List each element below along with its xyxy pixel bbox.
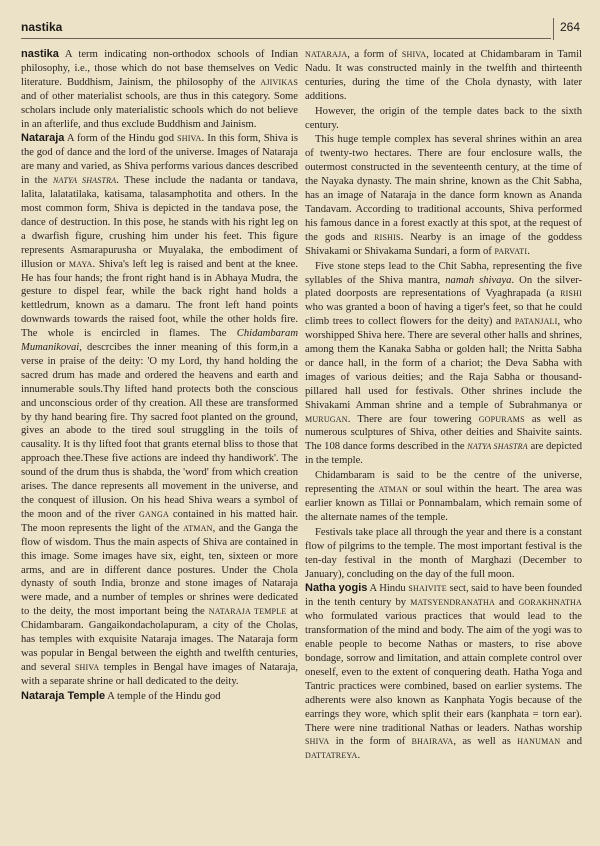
cross-reference: MAYA xyxy=(68,259,93,269)
cross-reference: MURUGAN xyxy=(305,414,348,424)
entry-headword: Nataraja Temple xyxy=(21,689,106,702)
cross-reference: GOPURAMS xyxy=(478,414,525,424)
cross-reference: SHIVA xyxy=(305,737,330,747)
entry-natha-yogis: Natha yogis A Hindu SHAIVITE sect, said to have been founded in the tenth century by MATSYENDRANATHA and GORAKHNATHA who formulated various practices that would lead to the transformation of the mind and body. The aim of the yogi was to enable people to become Nathas or masters, to rise above bondage, sorrow and limitation, and attain complete control over oneself, even to the extent of conquering death. Hatha Yoga and Tantric practices were combined, based on earlier systems. The adherents were also known as Kanphata Yogis because of the earrings they wore, which split their ears (kanphata = torn ear). There were nine traditional Nathas or leaders. Nathas worship SHIVA in the form of BHAIRAVA, as well as HANUMAN and DATTATREYA. xyxy=(305,582,582,762)
cross-reference: NATYA SHASTRA xyxy=(467,442,528,452)
cross-reference: NATYA SHASTRA xyxy=(53,176,117,186)
book-title: Chidambaram Mumanikovai xyxy=(21,328,298,354)
cross-reference: HANUMAN xyxy=(517,737,561,747)
entry-nataraja-temple: Nataraja Temple A temple of the Hindu god xyxy=(21,689,221,702)
cross-reference: ATMAN xyxy=(378,485,409,495)
cross-reference: AJIVIKAS xyxy=(260,77,298,87)
cross-reference: DATTATREYA xyxy=(305,751,358,761)
left-column xyxy=(21,48,298,705)
entry-continuation: NATARAJA, a form of SHIVA, located at Chidambaram in Tamil Nadu. It was constructed mainly in the twelfth and thirteenth centuries, during the time of the Chola dynasty, with later additions. xyxy=(305,49,582,102)
paragraph: This huge temple complex has several shrines within an area of twenty-two hectares. There are four enclosure walls, the outermost constructed in the seventeenth century, at the time of the Nayaka dynasty. The main shrine, known as the Chit Sabha, has an image of Nataraja in the dance form known as Ananda Tandavam. According to traditional accounts, Shiva performed his famous dance in a forest exactly at this spot, at the request of the gods and RISHIS. Nearby is an image of the goddess Shivakami or Shivakama Sundari, a form of PARVATI. xyxy=(305,134,582,257)
cross-reference: NATARAJA TEMPLE xyxy=(208,607,287,617)
paragraph: Festivals take place all through the year and there is a constant flow of pilgrims to the temple. The most important festival is the ten-day festival in the month of Marghazi (December to January), concluding on the day of the full moon. xyxy=(305,526,582,580)
paragraph: Chidambaram is said to be the centre of the universe, representing the ATMAN or soul within the heart. The area was earlier known as Tillai or Ponnambalam, which remain some of the alternate names of the temple. xyxy=(305,470,582,523)
cross-reference: PATANJALI xyxy=(514,317,558,327)
entry-nataraja: Nataraja A form of the Hindu god SHIVA. In this form, Shiva is the god of dance and the lord of the universe. Images of Nataraja are many and varied, as Shiva performs various dances described in the NATYA SHASTRA. These include the nadanta or tandava, lalita, lalatatilaka, katisama, talasamphotita and others. In the most common form, Shiva is depicted in the tandava pose, the dance of destruction. In this pose, he stands with his right leg on a dwarfish figure, crushing him under his feet. This figure represents Asmarapurusha or Muyalaka, the embodiment of illusion or MAYA. Shiva's left leg is raised and bent at the knee. He has four hands; the front right hand is in Abhaya Mudra, the gesture to dispel fear, while the back right hand holds a kettledrum, known as a damaru. The front left hand points downwards towards the raised foot, while the other holds fire. The whole is encircled in flames. The Chidambaram Mumanikovai, descrcibes the inner meaning of this form,in a verse in praise of the deity: 'O my Lord, thy hand holding the sacred drum has made and ordered the heavens and earth and innumerable souls.Thy lifted hand protects both the conscious and unconscious order of thy creation. All these are transformed by thy hand bearing fire. Thy sacred foot planted on the ground, gives an abode to the tired soul struggling in the toils of causality. It is thy lifted foot that grants eternal bliss to those that approach thee.These five actions are indeed thy handiwork'. The sound of the drum thus is shabda, the 'word' from which creation arises. The dance represents all movement in the universe, and the conquest of illusion. On his head Shiva wears a symbol of the moon and of the river GANGA contained in his matted hair. The moon represents the light of the ATMAN, and the Ganga the flow of wisdom. Thus the main aspects of Shiva are contained in this image. Some images have six, eight, ten, sixteen or more arms, and are in different dance postures. Under the Chola dynasty of south India, bronze and stone images of Nataraja were made, and a number of temples or shrines were dedicated to the deity, the most important being the NATARAJA TEMPLE at Chidambaram. Gangaikondacholapuram, a city of the Cholas, has temples with exquisite Nataraja images. The Nataraja form was popular in Bengal between the eighth and twelfth centuries, and several SHIVA temples in Bengal have images of Nataraja, with a separate shrine or hall dedicated to the deity. xyxy=(21,132,299,687)
cross-reference: SHIVA xyxy=(177,134,202,144)
cross-reference: MATSYENDRANATHA xyxy=(410,598,495,608)
paragraph: Five stone steps lead to the Chit Sabha, representing the five syllables of the Shiva mantra, namah shivaya. On the silver-plated doorposts are representations of Vyaghrapada (a RISHI who was granted a boon of having a tiger's feet, so that he could climb trees to collect flowers for the deity) and PATANJALI, who worshipped Shiva here. There are several other halls and shrines, among them the Kanaka Sabha or golden hall; the Nritta Sabha or dance hall, in the form of a chariot; the Deva Sabha with images of various deities; and the Raja Sabha or thousand-pillared hall used for festivals. Other shrines include the Shivakami Amman shrine and a temple of Subrahmanya or MURUGAN. There are four towering GOPURAMS as well as numerous sculptures of Shiva, other deities and Shaivite saints. The 108 dance forms described in the NATYA SHASTRA are depicted in the temple. xyxy=(305,260,582,467)
entry-headword: Natha yogis xyxy=(305,582,368,595)
cross-reference: SHIVA xyxy=(74,662,100,672)
cross-reference: NATARAJA xyxy=(305,50,348,59)
mantra: namah shivaya xyxy=(445,274,512,286)
running-head-title: nastika xyxy=(21,20,63,34)
cross-reference: BHAIRAVA xyxy=(411,737,454,747)
cross-reference: ATMAN xyxy=(183,523,213,533)
cross-reference: SHAIVITE xyxy=(408,584,447,594)
header-rule xyxy=(21,38,551,39)
running-head xyxy=(0,0,600,40)
cross-reference: GANGA xyxy=(139,509,169,519)
page-number-divider xyxy=(553,18,554,40)
entry-nastika: nastika A term indicating non-orthodox schools of Indian philosophy, i.e., those which do not base themselves on Vedic literature. Buddhism, Jainism, the philosophy of the AJIVIKAS and of other materialist schools, are thus in this category. Some scholars include only materialistic schools which do not believe in an afterlife, and thus exclude Buddhism and Jainism. xyxy=(21,48,298,130)
cross-reference: RISHIS xyxy=(374,232,401,242)
page-number: 264 xyxy=(560,20,581,34)
entry-headword: Nataraja xyxy=(21,132,65,145)
cross-reference: SHIVA xyxy=(401,50,427,59)
cross-reference: PARVATI xyxy=(494,246,528,256)
cross-reference: GORAKHNATHA xyxy=(518,598,582,608)
entry-headword: nastika xyxy=(21,48,59,60)
paragraph: However, the origin of the temple dates back to the sixth century. xyxy=(305,105,582,131)
cross-reference: RISHI xyxy=(560,289,582,299)
right-column xyxy=(305,48,582,764)
